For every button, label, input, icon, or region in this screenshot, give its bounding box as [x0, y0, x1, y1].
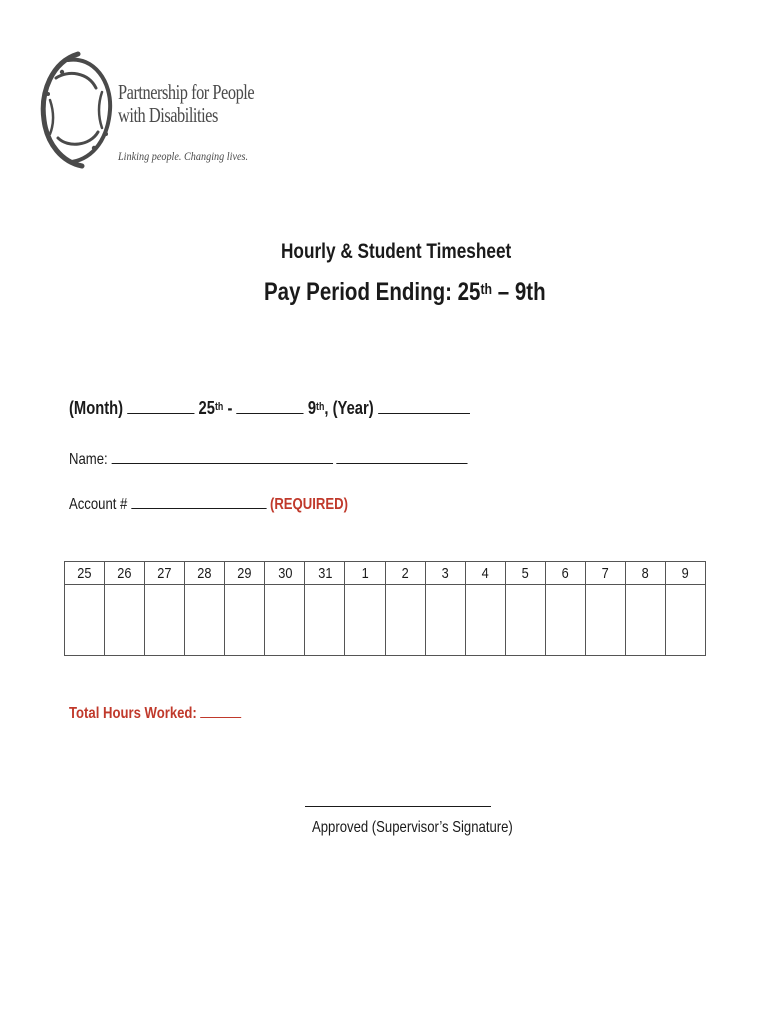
- day-header: 7: [585, 562, 625, 585]
- year-field[interactable]: [378, 399, 470, 414]
- start-day-sup: th: [214, 400, 224, 413]
- total-hours-label: Total Hours Worked:: [69, 705, 197, 722]
- hours-cell[interactable]: [505, 585, 545, 656]
- day-header: 2: [385, 562, 425, 585]
- logo: [38, 48, 255, 178]
- hours-cell[interactable]: [385, 585, 425, 656]
- day-header: 3: [425, 562, 465, 585]
- year-label: , (Year): [324, 398, 374, 418]
- signature-label: Approved (Supervisor’s Signature): [312, 819, 513, 836]
- day-header: 1: [345, 562, 385, 585]
- name-field-second[interactable]: [336, 449, 467, 464]
- pay-period-heading-prefix: Pay Period Ending: 25: [264, 278, 481, 306]
- hours-cell[interactable]: [265, 585, 305, 656]
- pay-period-heading: [264, 278, 607, 307]
- hours-cell[interactable]: [665, 585, 705, 656]
- day-header-row: [65, 562, 706, 585]
- day-header: 25: [65, 562, 105, 585]
- partnership-swirl-icon: [38, 48, 118, 170]
- pay-period-heading-suffix: – 9th: [492, 278, 546, 306]
- hours-cell[interactable]: [585, 585, 625, 656]
- hours-cell[interactable]: [105, 585, 145, 656]
- hours-cell[interactable]: [465, 585, 505, 656]
- month-label: (Month): [69, 398, 124, 418]
- hours-cell[interactable]: [425, 585, 465, 656]
- account-label: Account #: [69, 496, 128, 513]
- logo-name-line2: with Disabilities: [118, 103, 218, 127]
- account-row: [69, 494, 409, 514]
- hours-entry-row: [65, 585, 706, 656]
- signature-line[interactable]: [305, 806, 491, 807]
- page-title: [281, 240, 562, 264]
- end-day-sup: th: [316, 400, 325, 413]
- hours-cell[interactable]: [545, 585, 585, 656]
- end-day: 9: [307, 398, 317, 418]
- day-header: 31: [305, 562, 345, 585]
- name-row: [69, 449, 555, 469]
- name-label: Name:: [69, 451, 108, 468]
- hours-cell[interactable]: [305, 585, 345, 656]
- logo-tagline: Linking people. Changing lives.: [118, 149, 249, 163]
- hours-cell[interactable]: [145, 585, 185, 656]
- total-hours-field[interactable]: [200, 704, 241, 718]
- month-field[interactable]: [127, 399, 194, 414]
- required-note: (REQUIRED): [269, 496, 348, 513]
- logo-name-line1: Partnership for People: [118, 80, 255, 104]
- day-header: 28: [185, 562, 225, 585]
- period-row: [69, 398, 558, 419]
- day-header: 26: [105, 562, 145, 585]
- name-field[interactable]: [111, 449, 332, 464]
- day-header: 29: [225, 562, 265, 585]
- day-header: 4: [465, 562, 505, 585]
- hours-cell[interactable]: [185, 585, 225, 656]
- day-header: 6: [545, 562, 585, 585]
- hours-cell[interactable]: [225, 585, 265, 656]
- hours-table: [64, 561, 706, 656]
- start-day: 25: [198, 398, 215, 418]
- day-header: 8: [625, 562, 665, 585]
- account-field[interactable]: [131, 494, 266, 509]
- pay-period-heading-sup: th: [480, 281, 493, 298]
- hours-cell[interactable]: [345, 585, 385, 656]
- total-hours-row: [69, 704, 279, 723]
- date-separator: -: [223, 398, 233, 418]
- day-header: 9: [665, 562, 705, 585]
- day-header: 27: [145, 562, 185, 585]
- hours-cell[interactable]: [65, 585, 105, 656]
- start-month-field[interactable]: [236, 399, 303, 414]
- day-header: 5: [505, 562, 545, 585]
- page-title-text: Hourly & Student Timesheet: [281, 240, 512, 263]
- day-header: 30: [265, 562, 305, 585]
- hours-cell[interactable]: [625, 585, 665, 656]
